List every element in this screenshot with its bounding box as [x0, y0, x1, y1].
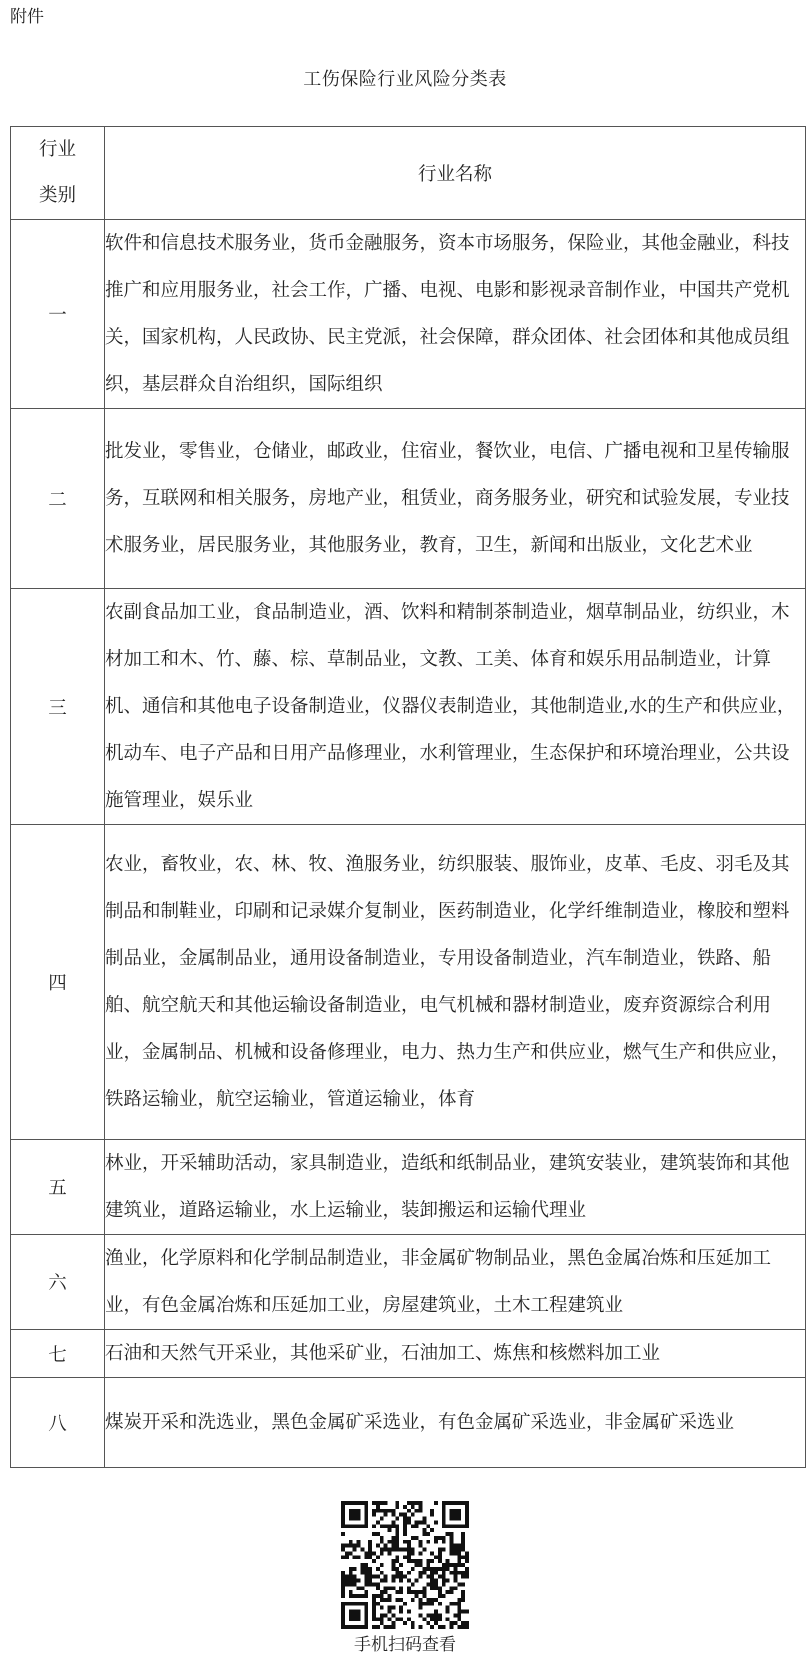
document-title: 工伤保险行业风险分类表 [303, 69, 507, 90]
row-industry-names: 渔业，化学原料和化学制品制造业，非金属矿物制品业，黑色金属冶炼和压延加工业，有色金属冶炼和压延加工业，房屋建筑业，土木工程建筑业 [105, 1235, 806, 1330]
row-industry-names: 农业，畜牧业，农、林、牧、渔服务业，纺织服装、服饰业，皮革、毛皮、羽毛及其制品和制鞋业，印刷和记录媒介复制业，医药制造业，化学纤维制造业，橡胶和塑料制品业，金属制品业，通用设备制造业，专用设备制造业，汽车制造业，铁路、船舶、航空航天和其他运输设备制造业，电气机械和器材制造业，废弃资源综合利用业，金属制品、机械和设备修理业，电力、热力生产和供应业，燃气生产和供应业，铁路运输业，航空运输业，管道运输业，体育 [105, 825, 806, 1140]
table-row [11, 1330, 806, 1378]
attachment-label: 附件 [10, 7, 44, 27]
row-category: 五 [11, 1140, 105, 1235]
table-row [11, 1235, 806, 1330]
table-row [11, 589, 806, 825]
row-category: 三 [11, 589, 105, 825]
row-industry-names: 煤炭开采和洗选业，黑色金属矿采选业，有色金属矿采选业，非金属矿采选业 [105, 1378, 806, 1468]
row-industry-names: 批发业，零售业，仓储业，邮政业，住宿业，餐饮业，电信、广播电视和卫星传输服务，互联网和相关服务，房地产业，租赁业，商务服务业，研究和试验发展，专业技术服务业，居民服务业，其他服务业，教育，卫生，新闻和出版业，文化艺术业 [105, 409, 806, 589]
qr-code [341, 1501, 469, 1629]
table-header-row [11, 127, 806, 220]
table-row [11, 220, 806, 409]
table-row [11, 825, 806, 1140]
header-industry-name: 行业名称 [105, 127, 806, 220]
row-category: 四 [11, 825, 105, 1140]
row-category: 二 [11, 409, 105, 589]
qr-code-image [341, 1501, 469, 1629]
header-category-line2: 类别 [38, 185, 76, 206]
row-category: 一 [11, 220, 105, 409]
table-row [11, 409, 806, 589]
row-industry-names: 石油和天然气开采业，其他采矿业，石油加工、炼焦和核燃料加工业 [105, 1330, 806, 1378]
row-industry-names: 软件和信息技术服务业，货币金融服务，资本市场服务，保险业，其他金融业，科技推广和应用服务业，社会工作，广播、电视、电影和影视录音制作业，中国共产党机关，国家机构，人民政协、民主党派，社会保障，群众团体、社会团体和其他成员组织，基层群众自治组织，国际组织 [105, 220, 806, 409]
row-industry-names: 农副食品加工业，食品制造业，酒、饮料和精制茶制造业，烟草制品业，纺织业，木材加工和木、竹、藤、棕、草制品业，文教、工美、体育和娱乐用品制造业，计算机、通信和其他电子设备制造业，仪器仪表制造业，其他制造业,水的生产和供应业，机动车、电子产品和日用产品修理业，水利管理业，生态保护和环境治理业，公共设施管理业，娱乐业 [105, 589, 806, 825]
risk-classification-table [10, 126, 806, 1468]
row-category: 六 [11, 1235, 105, 1330]
header-category [11, 127, 105, 220]
row-category: 八 [11, 1378, 105, 1468]
table-row [11, 1140, 806, 1235]
row-category: 七 [11, 1330, 105, 1378]
qr-caption: 手机扫码查看 [354, 1635, 456, 1655]
row-industry-names: 林业，开采辅助活动，家具制造业，造纸和纸制品业，建筑安装业，建筑装饰和其他建筑业，道路运输业，水上运输业，装卸搬运和运输代理业 [105, 1140, 806, 1235]
header-category-line1: 行业 [38, 139, 76, 160]
table-row [11, 1378, 806, 1468]
